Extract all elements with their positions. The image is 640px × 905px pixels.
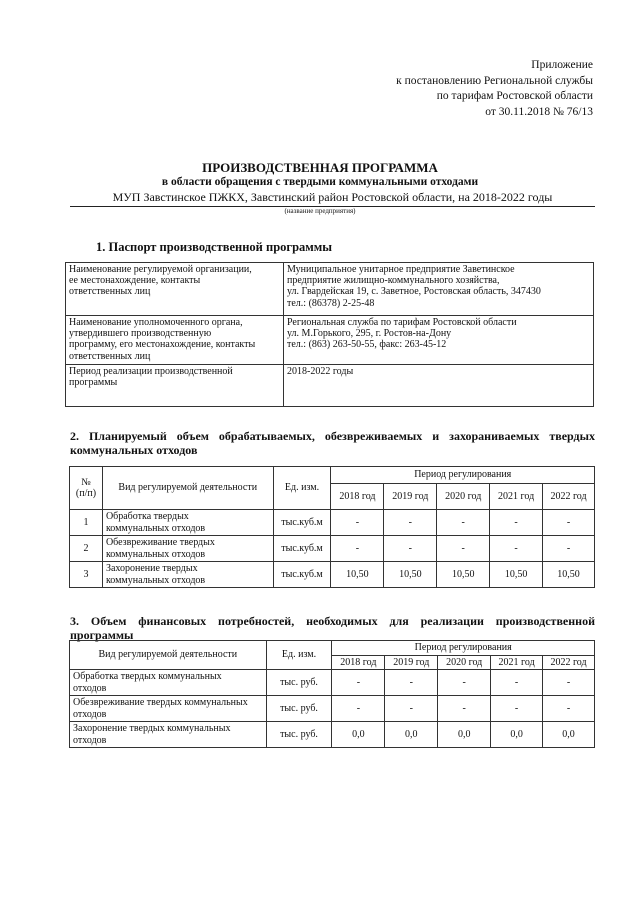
cell-line: программу, его местонахождение, контакты <box>69 339 256 351</box>
row-value: - <box>437 510 490 536</box>
cell-line: предприятие жилищно-коммунального хозяйства, <box>287 275 500 287</box>
row-value: 0,0 <box>332 722 385 748</box>
row-value: - <box>384 536 437 562</box>
row-value: - <box>543 510 595 536</box>
appendix-line: к постановлению Региональной службы <box>396 74 593 87</box>
cell-line: Захоронение твердых коммунальных <box>73 723 231 734</box>
table-row <box>70 536 595 562</box>
header-year: 2018 год <box>332 655 385 670</box>
row-value: 10,50 <box>543 562 595 588</box>
row-num: 3 <box>70 562 103 588</box>
header-year: 2018 год <box>331 484 384 510</box>
document-title: ПРОИЗВОДСТВЕННАЯ ПРОГРАММА <box>202 160 438 175</box>
row-unit: тыс. руб. <box>266 670 332 696</box>
header-activity: Вид регулируемой деятельности <box>70 641 267 670</box>
row-value: - <box>437 536 490 562</box>
row-value: - <box>332 696 385 722</box>
appendix-line: по тарифам Ростовской области <box>436 90 593 103</box>
cell-line: коммунальных отходов <box>105 574 206 586</box>
row-value: 10,50 <box>384 562 437 588</box>
section2-heading: 2. Планируемый объем обрабатываемых, обезвреживаемых и захораниваемых твердых коммунальных отходов <box>70 429 595 457</box>
cell-line: утвердившего производственную <box>69 328 212 340</box>
organization-line: МУП Завстинское ПЖКХ, Завстинский район Ростовской области, на 2018-2022 годы <box>70 190 595 207</box>
cell-line: Региональная служба по тарифам Ростовской области <box>287 317 517 328</box>
row-unit: тыс. руб. <box>266 696 332 722</box>
row-value: - <box>543 536 595 562</box>
table-row <box>66 263 594 316</box>
header-year: 2020 год <box>438 655 491 670</box>
row-value: - <box>384 510 437 536</box>
cell-line: ул. Гвардейская 19, с. Заветное, Ростовская область, 347430 <box>287 286 541 298</box>
cell-line: ответственных лиц <box>69 350 151 362</box>
row-value: - <box>385 670 438 696</box>
row-unit: тыс.куб.м <box>273 562 331 588</box>
cell-line: Наименование регулируемой организации, <box>69 264 252 275</box>
row-unit: тыс.куб.м <box>273 536 331 562</box>
cell-line: ул. М.Горького, 295, г. Ростов-на-Дону <box>287 328 452 340</box>
section1-heading: 1. Паспорт производственной программы <box>96 240 333 254</box>
passport-value-cell <box>284 316 594 365</box>
row-value: 0,0 <box>385 722 438 748</box>
cell-line: № <box>81 476 91 488</box>
document-subtitle: в области обращения с твердыми коммунальными отходами <box>161 176 479 188</box>
cell-line: тел.: (86378) 2-25-48 <box>287 297 375 309</box>
row-value: - <box>543 696 595 722</box>
row-value: - <box>438 670 491 696</box>
row-value: - <box>543 670 595 696</box>
organization-caption: (название предприятия) <box>284 207 356 215</box>
table-header-row <box>70 467 595 484</box>
row-unit: тыс. руб. <box>266 722 332 748</box>
row-value: - <box>490 536 543 562</box>
passport-value-cell <box>284 263 594 316</box>
header-num <box>70 467 103 510</box>
volume-table <box>69 466 595 588</box>
table-row <box>66 365 594 407</box>
cell-line: коммунальных отходов <box>105 522 206 534</box>
cell-line: отходов <box>73 708 107 720</box>
header-period: Период регулирования <box>332 641 595 656</box>
row-value: - <box>331 536 384 562</box>
row-value: - <box>331 510 384 536</box>
table-header-row <box>70 641 595 656</box>
header-period: Период регулирования <box>331 467 595 484</box>
table-row <box>70 696 595 722</box>
passport-value-cell <box>284 365 594 407</box>
row-value: 0,0 <box>438 722 491 748</box>
header-year: 2020 год <box>437 484 490 510</box>
header-unit: Ед. изм. <box>273 467 331 510</box>
header-year: 2022 год <box>543 655 595 670</box>
row-activity <box>102 510 273 536</box>
cell-line: (п/п) <box>75 488 97 499</box>
row-value: 10,50 <box>331 562 384 588</box>
cell-line: ее местонахождение, контакты <box>69 275 201 287</box>
cell-line: Наименование уполномоченного органа, <box>69 317 243 328</box>
row-num: 1 <box>70 510 103 536</box>
cell-line: Захоронение твердых <box>105 563 198 574</box>
row-activity <box>102 562 273 588</box>
header-year: 2021 год <box>491 655 543 670</box>
appendix-line: Приложение <box>531 59 593 71</box>
row-value: - <box>438 696 491 722</box>
section3-heading: 3. Объем финансовых потребностей, необходимых для реализации производственной программы <box>70 614 595 642</box>
row-value: 0,0 <box>543 722 595 748</box>
row-value: - <box>491 696 543 722</box>
table-row <box>70 670 595 696</box>
cell-line: ответственных лиц <box>69 286 151 298</box>
appendix-line: от 30.11.2018 № 76/13 <box>485 105 593 118</box>
cell-line: Обработка твердых <box>105 511 189 522</box>
row-value: - <box>491 670 543 696</box>
table-row <box>70 722 595 748</box>
header-year: 2019 год <box>384 484 437 510</box>
row-num: 2 <box>70 536 103 562</box>
row-unit: тыс.куб.м <box>273 510 331 536</box>
header-year: 2019 год <box>385 655 438 670</box>
row-value: 10,50 <box>437 562 490 588</box>
cell-line: Обезвреживание твердых коммунальных <box>73 697 248 708</box>
row-value: - <box>385 696 438 722</box>
header-unit: Ед. изм. <box>266 641 332 670</box>
cell-line: отходов <box>73 682 107 694</box>
cell-line: программы <box>69 377 118 389</box>
cell-line: Муниципальное унитарное предприятие Заветинское <box>287 264 515 275</box>
appendix-header <box>396 58 593 120</box>
passport-label-cell <box>66 365 284 407</box>
cell-line: тел.: (863) 263-50-55, факс: 263-45-12 <box>287 339 447 351</box>
header-year: 2022 год <box>543 484 595 510</box>
header-year: 2021 год <box>490 484 543 510</box>
finance-table <box>69 640 595 748</box>
row-value: 10,50 <box>490 562 543 588</box>
header-activity: Вид регулируемой деятельности <box>102 467 273 510</box>
table-row <box>66 316 594 365</box>
cell-line: 2018-2022 годы <box>287 366 354 377</box>
table-row <box>70 562 595 588</box>
passport-label-cell <box>66 263 284 316</box>
row-activity <box>70 670 267 696</box>
cell-line: Период реализации производственной <box>69 366 233 377</box>
table-row <box>70 510 595 536</box>
row-value: - <box>332 670 385 696</box>
row-activity <box>70 722 267 748</box>
passport-label-cell <box>66 316 284 365</box>
cell-line: Обезвреживание твердых <box>105 537 215 548</box>
cell-line: отходов <box>73 734 107 746</box>
row-activity <box>102 536 273 562</box>
row-value: 0,0 <box>491 722 543 748</box>
cell-line: Обработка твердых коммунальных <box>73 671 222 682</box>
cell-line: коммунальных отходов <box>105 548 206 560</box>
passport-table <box>65 262 594 407</box>
row-activity <box>70 696 267 722</box>
row-value: - <box>490 510 543 536</box>
